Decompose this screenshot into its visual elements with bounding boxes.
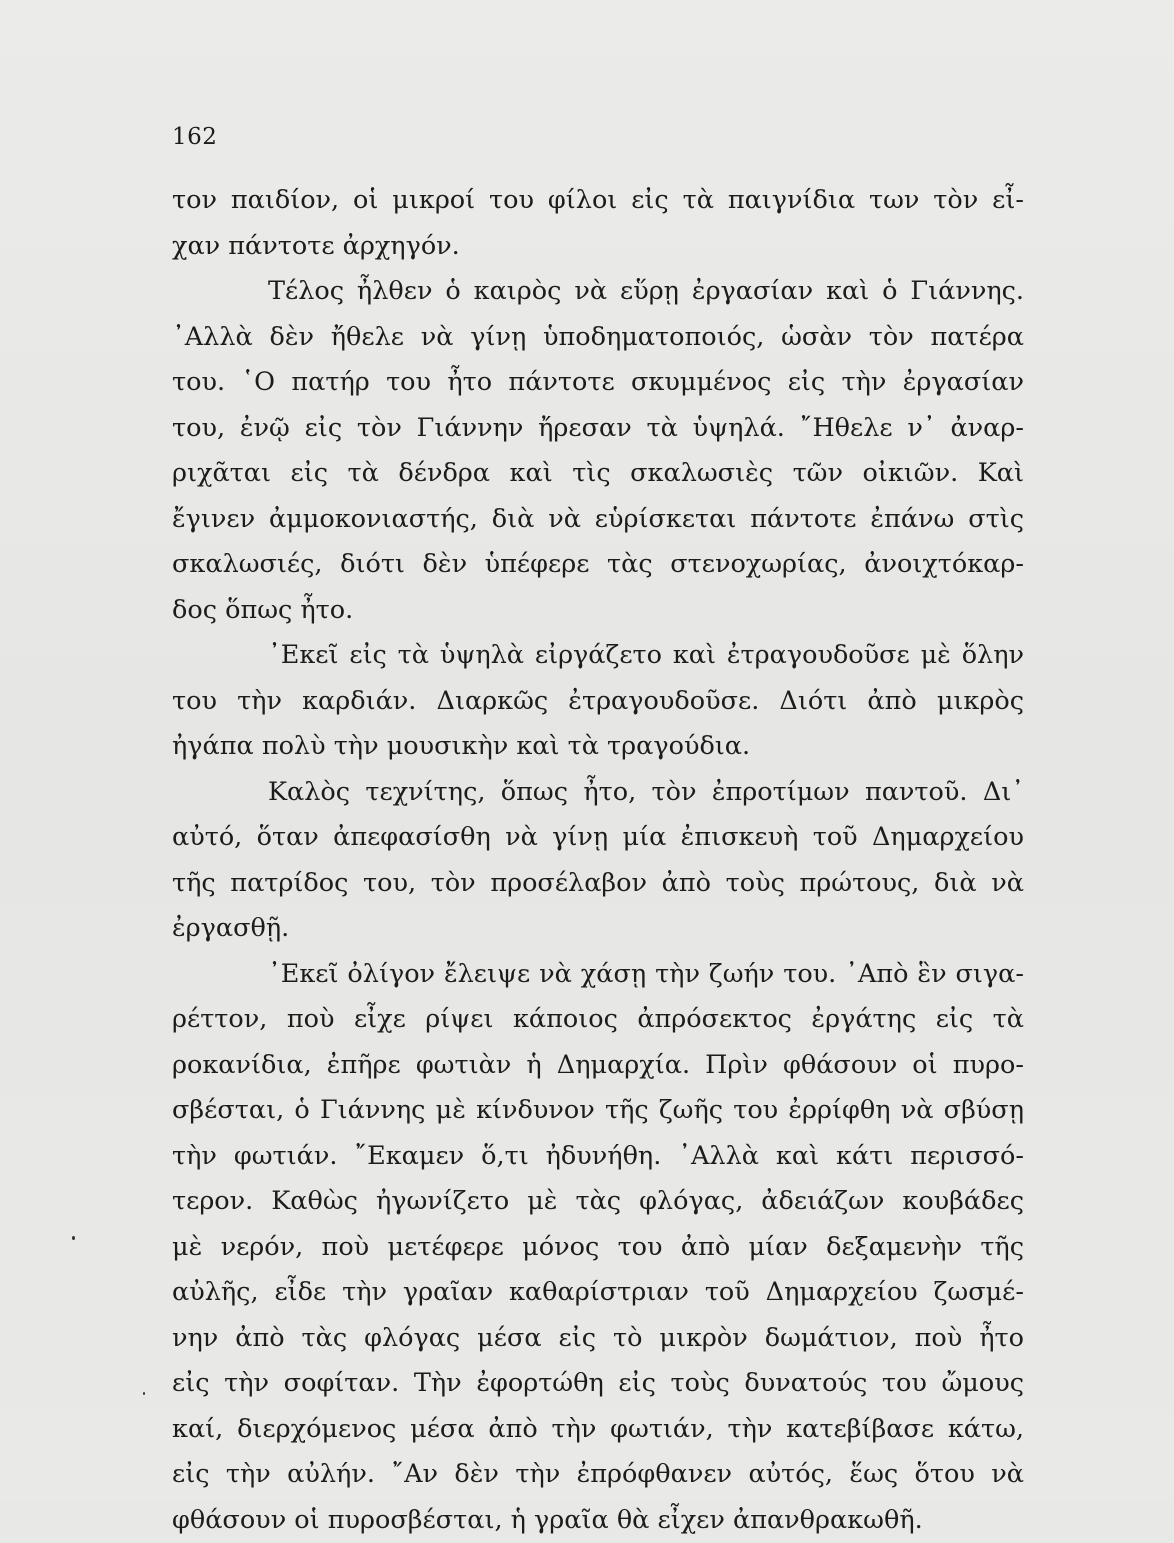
text-line: ροκανίδια, ἐπῆρε φωτιὰν ἡ Δημαρχία. Πρὶν φθάσουν οἱ πυρο-	[172, 1043, 1024, 1089]
text-line: ἔγινεν ἀμμοκονιαστής, διὰ νὰ εὑρίσκεται πάντοτε ἐπάνω στὶς	[172, 497, 1024, 543]
text-line: νην ἀπὸ τὰς φλόγας μέσα εἰς τὸ μικρὸν δωμάτιον, ποὺ ἦτο	[172, 1316, 1024, 1362]
text-line: δος ὅπως ἦτο.	[172, 588, 1024, 634]
text-line: αὐτό, ὅταν ἀπεφασίσθη νὰ γίνῃ μία ἐπισκευὴ τοῦ Δημαρχείου	[172, 815, 1024, 861]
text-line: τερον. Καθὼς ἠγωνίζετο μὲ τὰς φλόγας, ἀδειάζων κουβάδες	[172, 1179, 1024, 1225]
text-line: σκαλωσιές, διότι δὲν ὑπέφερε τὰς στενοχωρίας, ἀνοιχτόκαρ-	[172, 542, 1024, 588]
text-line: καί, διερχόμενος μέσα ἀπὸ τὴν φωτιάν, τὴν κατεβίβασε κάτω,	[172, 1407, 1024, 1453]
text-line: Καλὸς τεχνίτης, ὅπως ἦτο, τὸν ἐπροτίμων παντοῦ. Δι᾿	[172, 770, 1024, 816]
text-line: αὐλῆς, εἶδε τὴν γραῖαν καθαρίστριαν τοῦ Δημαρχείου ζωσμέ-	[172, 1270, 1024, 1316]
text-line: ᾿Αλλὰ δὲν ἤθελε νὰ γίνῃ ὑποδηματοποιός, ὡσὰν τὸν πατέρα	[172, 315, 1024, 361]
text-line: σβέσται, ὁ Γιάννης μὲ κίνδυνον τῆς ζωῆς του ἐρρίφθη νὰ σβύσῃ	[172, 1088, 1024, 1134]
scan-speck	[72, 1236, 75, 1240]
text-line: ἐργασθῇ.	[172, 906, 1024, 952]
text-line: ριχᾶται εἰς τὰ δένδρα καὶ τὶς σκαλωσιὲς τῶν οἰκιῶν. Καὶ	[172, 451, 1024, 497]
text-line: του. ῾Ο πατήρ του ἦτο πάντοτε σκυμμένος εἰς τὴν ἐργασίαν	[172, 360, 1024, 406]
text-line: ᾿Εκεῖ ὀλίγον ἔλειψε νὰ χάσῃ τὴν ζωήν του. ᾿Απὸ ἓν σιγα-	[172, 952, 1024, 998]
text-line: ρέττον, ποὺ εἶχε ρίψει κάποιος ἀπρόσεκτος ἐργάτης εἰς τὰ	[172, 997, 1024, 1043]
text-line: φθάσουν οἱ πυροσβέσται, ἡ γραῖα θὰ εἶχεν ἀπανθρακωθῆ.	[172, 1498, 1024, 1543]
text-line: μὲ νερόν, ποὺ μετέφερε μόνος του ἀπὸ μίαν δεξαμενὴν τῆς	[172, 1225, 1024, 1271]
text-line: εἰς τὴν σοφίταν. Τὴν ἐφορτώθη εἰς τοὺς δυνατούς του ὤμους	[172, 1361, 1024, 1407]
text-line: του τὴν καρδιάν. Διαρκῶς ἐτραγουδοῦσε. Διότι ἀπὸ μικρὸς	[172, 679, 1024, 725]
text-line: εἰς τὴν αὐλήν. ῎Αν δὲν τὴν ἐπρόφθανεν αὐτός, ἕως ὅτου νὰ	[172, 1452, 1024, 1498]
text-line: τὴν φωτιάν. ῎Εκαμεν ὅ,τι ἠδυνήθη. ᾿Αλλὰ καὶ κάτι περισσό-	[172, 1134, 1024, 1180]
text-line: Τέλος ἦλθεν ὁ καιρὸς νὰ εὕρῃ ἐργασίαν καὶ ὁ Γιάννης.	[172, 269, 1024, 315]
text-line: τῆς πατρίδος του, τὸν προσέλαβον ἀπὸ τοὺς πρώτους, διὰ νὰ	[172, 861, 1024, 907]
text-line: χαν πάντοτε ἀρχηγόν.	[172, 224, 1024, 270]
text-line: ἠγάπα πολὺ τὴν μουσικὴν καὶ τὰ τραγούδια.	[172, 724, 1024, 770]
body-text	[172, 178, 1024, 1543]
text-line: τον παιδίον, οἱ μικροί του φίλοι εἰς τὰ παιγνίδια των τὸν εἶ-	[172, 178, 1024, 224]
text-line: ᾿Εκεῖ εἰς τὰ ὑψηλὰ εἰργάζετο καὶ ἐτραγουδοῦσε μὲ ὅλην	[172, 633, 1024, 679]
text-line: του, ἐνῷ εἰς τὸν Γιάννην ἤρεσαν τὰ ὑψηλά. ῎Ηθελε ν᾿ ἀναρ-	[172, 406, 1024, 452]
scan-speck	[143, 1392, 145, 1395]
page-number: 162	[172, 124, 217, 150]
